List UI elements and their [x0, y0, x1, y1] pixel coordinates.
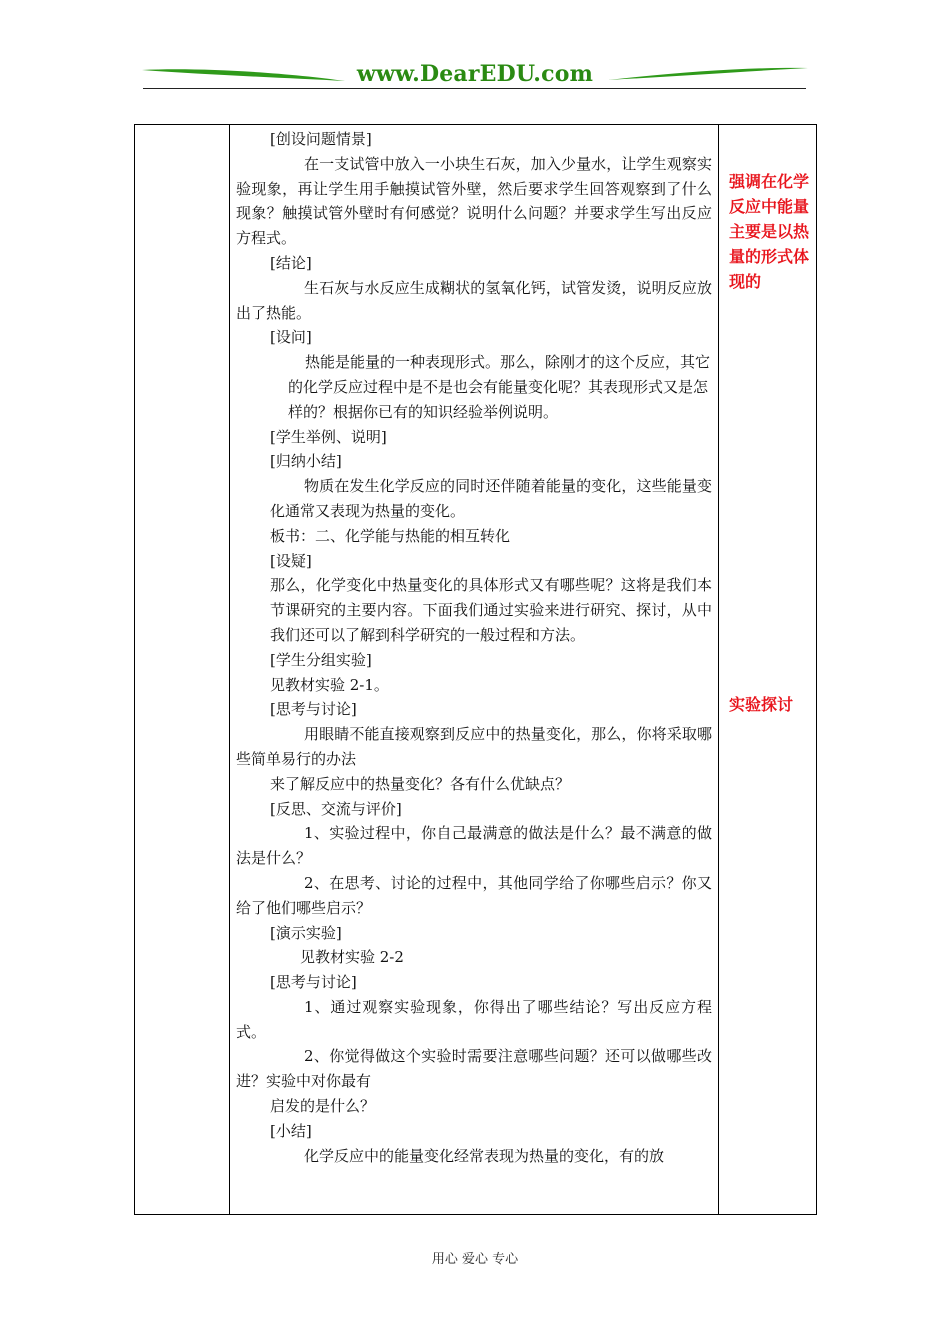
- section-heading: [学生分组实验]: [270, 650, 372, 669]
- content-paragraph: 那么，化学变化中热量变化的具体形式又有哪些呢？这将是我们本节课研究的主要内容。下面我们通过实验来进行研究、探讨，从中我们还可以了解到科学研究的一般过程和方法。: [270, 576, 712, 644]
- content-paragraph: 启发的是什么？: [270, 1097, 376, 1116]
- content-paragraph: 来了解反应中的热量变化？各有什么优缺点？: [270, 774, 571, 793]
- design-note-emphasis: 强调在化学反应中能量主要是以热量的形式体现的: [729, 172, 810, 291]
- section-heading: [思考与讨论]: [270, 700, 357, 719]
- section-heading: [小结]: [270, 1121, 312, 1140]
- section-heading: [演示实验]: [270, 923, 342, 942]
- section-heading: [创设问题情景]: [270, 130, 372, 148]
- header-divider: [143, 88, 806, 89]
- section-heading: [反思、交流与评价]: [270, 799, 402, 818]
- section-heading: [结论]: [270, 253, 312, 272]
- section-heading: [思考与讨论]: [270, 973, 357, 992]
- section-heading: [设疑]: [270, 551, 312, 570]
- page-footer: 用心 爱心 专心: [431, 1252, 519, 1267]
- content-paragraph: 见教材实验 2-1。: [270, 675, 389, 694]
- content-paragraph: 2、你觉得做这个实验时需要注意哪些问题？还可以做哪些改进？实验中对你最有: [236, 1047, 712, 1091]
- content-paragraph: 在一支试管中放入一小块生石灰，加入少量水，让学生观察实验现象，再让学生用手触摸试管外壁，然后要求学生回答观察到了什么现象？触摸试管外壁时有何感觉？说明什么问题？并要求学生写出反应方程式。: [236, 154, 712, 248]
- content-paragraph: 1、实验过程中，你自己最满意的做法是什么？最不满意的做法是什么？: [236, 824, 712, 868]
- content-paragraph: 见教材实验 2-2: [300, 948, 404, 967]
- teaching-content-cell: [230, 125, 719, 1215]
- content-paragraph: 1、通过观察实验现象，你得出了哪些结论？写出反应方程式。: [236, 997, 712, 1041]
- content-paragraph: 热能是能量的一种表现形式。那么，除刚才的这个反应，其它的化学反应过程中是不是也会有能量变化呢？其表现形式又是怎样的？根据你已有的知识经验举例说明。: [288, 353, 711, 421]
- lesson-plan-table: [134, 124, 817, 1215]
- content-paragraph: 物质在发生化学反应的同时还伴随着能量的变化，这些能量变化通常又表现为热量的变化。: [270, 477, 712, 520]
- content-paragraph: 2、在思考、讨论的过程中，其他同学给了你哪些启示？你又给了他们哪些启示？: [236, 873, 712, 917]
- blackboard-note: 板书：二、化学能与热能的相互转化: [270, 526, 511, 545]
- content-paragraph: 化学反应中的能量变化经常表现为热量的变化，有的放: [304, 1146, 665, 1165]
- design-note-experiment: 实验探讨: [729, 695, 794, 714]
- notes-cell: [719, 125, 817, 1215]
- section-heading: [学生举例、说明]: [270, 427, 387, 446]
- section-heading: [设问]: [270, 328, 312, 347]
- content-paragraph: 生石灰与水反应生成糊状的氢氧化钙，试管发烫，说明反应放出了热能。: [236, 278, 712, 322]
- section-heading: [归纳小结]: [270, 452, 342, 471]
- left-column-cell: [135, 125, 230, 1215]
- content-paragraph: 用眼睛不能直接观察到反应中的热量变化，那么，你将采取哪些简单易行的办法: [236, 725, 712, 768]
- site-logo[interactable]: www.DearEDU.com: [356, 61, 594, 87]
